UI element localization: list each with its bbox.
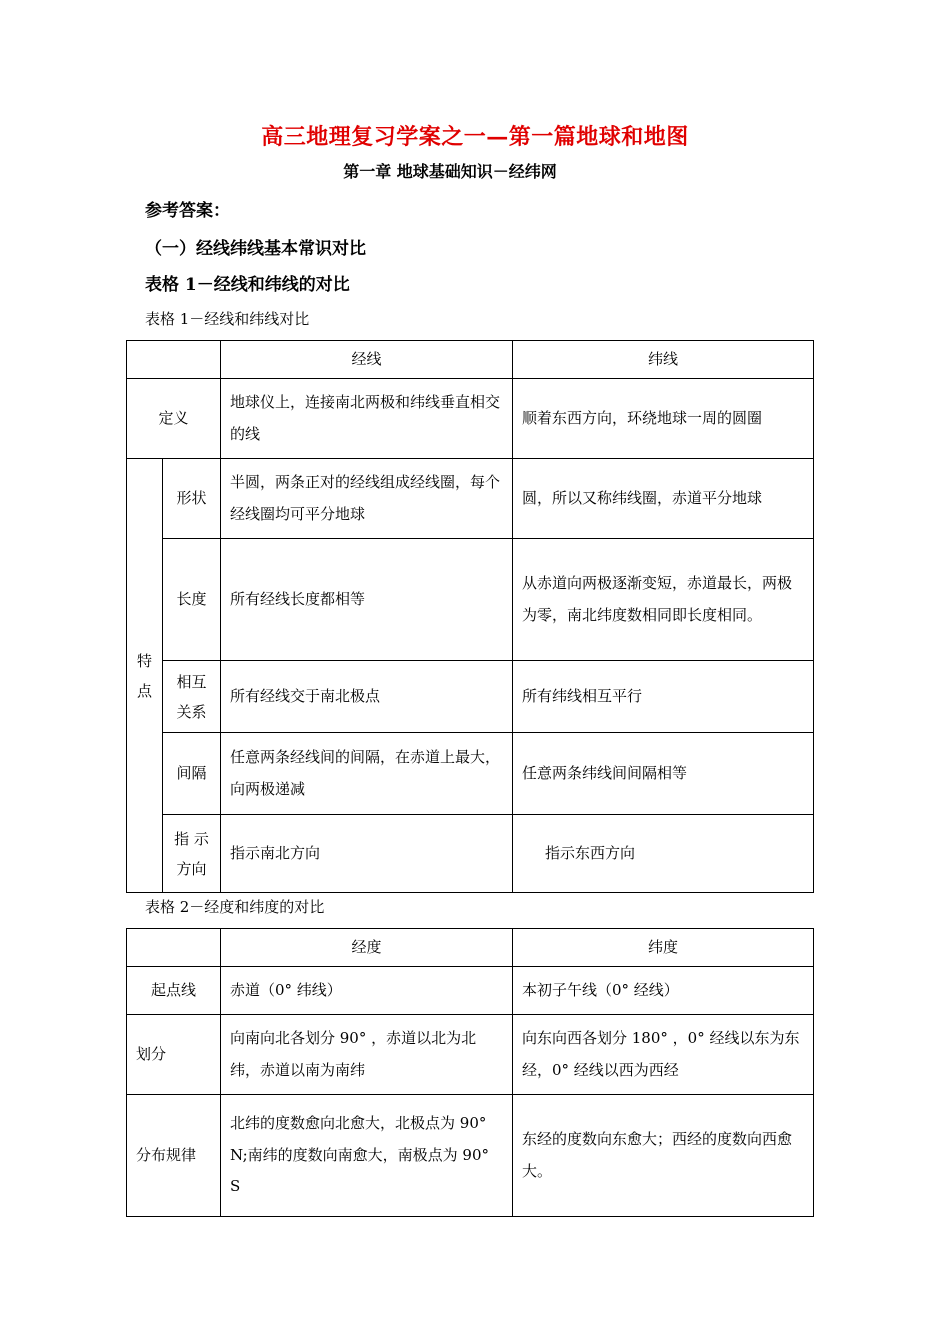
direction-label-line-2: 方向: [176, 859, 207, 878]
cell-start-longitude: 赤道（0° 纬线）: [221, 967, 513, 1015]
relation-label-line-2: 关系: [176, 702, 207, 721]
table2-caption: 表格 2－经度和纬度的对比: [145, 898, 325, 916]
features-label-char-2: 点: [136, 681, 152, 700]
cell-shape-parallel: 圆，所以又称纬线圈，赤道平分地球: [513, 459, 814, 539]
column-header-longitude: 经度: [221, 929, 513, 967]
table-row: [127, 379, 814, 459]
row-label-length: 长度: [163, 539, 221, 661]
cell-length-meridian: 所有经线长度都相等: [221, 539, 513, 661]
cell-interval-parallel: 任意两条纬线间间隔相等: [513, 733, 814, 815]
cell-length-parallel: 从赤道向两极逐渐变短，赤道最长，两极为零，南北纬度数相同即长度相同。: [513, 539, 814, 661]
features-label-char-1: 特: [136, 651, 152, 670]
row-label-start-line: 起点线: [127, 967, 221, 1015]
cell-relation-meridian: 所有经线交于南北极点: [221, 661, 513, 733]
relation-label-line-1: 相互: [176, 672, 207, 691]
table-corner-cell: [127, 929, 221, 967]
cell-interval-meridian: 任意两条经线间的间隔，在赤道上最大，向两极递减: [221, 733, 513, 815]
row-label-distribution: 分布规律: [127, 1095, 221, 1217]
row-label-division: 划分: [127, 1015, 221, 1095]
cell-definition-parallel: 顺着东西方向，环绕地球一周的圆圈: [513, 379, 814, 459]
direction-label-line-1: 指 示: [174, 829, 209, 848]
table-row: [127, 341, 814, 379]
table-row: [127, 1015, 814, 1095]
table-row: [127, 967, 814, 1015]
cell-definition-meridian: 地球仪上，连接南北两极和纬线垂直相交的线: [221, 379, 513, 459]
cell-division-latitude: 向东向西各划分 180° ，0° 经线以东为东经，0° 经线以西为西经: [513, 1015, 814, 1095]
cell-distribution-latitude: 东经的度数向东愈大；西经的度数向西愈大。: [513, 1095, 814, 1217]
column-header-meridian: 经线: [221, 341, 513, 379]
table-corner-cell: [127, 341, 221, 379]
answer-heading: 参考答案：: [145, 201, 230, 221]
row-label-definition: 定义: [127, 379, 221, 459]
table-meridian-parallel: [126, 340, 814, 893]
column-header-parallel: 纬线: [513, 341, 814, 379]
table-row: [127, 733, 814, 815]
row-group-label-features: [127, 459, 163, 893]
table-row: [127, 815, 814, 893]
row-label-direction: [163, 815, 221, 893]
column-header-latitude: 纬度: [513, 929, 814, 967]
table-row: [127, 539, 814, 661]
table-row: [127, 929, 814, 967]
row-label-interval: 间隔: [163, 733, 221, 815]
table1-caption: 表格 1－经线和纬线对比: [145, 310, 310, 328]
cell-distribution-longitude: 北纬的度数愈向北愈大，北极点为 90° N;南纬的度数向南愈大，南极点为 90° S: [221, 1095, 513, 1217]
cell-direction-parallel: 指示东西方向: [513, 815, 814, 893]
cell-division-longitude: 向南向北各划分 90° ，赤道以北为北纬，赤道以南为南纬: [221, 1015, 513, 1095]
table-row: [127, 1095, 814, 1217]
table-longitude-latitude: [126, 928, 814, 1217]
cell-direction-meridian: 指示南北方向: [221, 815, 513, 893]
table-row: [127, 661, 814, 733]
document-title: 高三地理复习学案之一—第一篇地球和地图: [261, 124, 689, 150]
cell-shape-meridian: 半圆，两条正对的经线组成经线圈，每个经线圈均可平分地球: [221, 459, 513, 539]
row-label-relation: [163, 661, 221, 733]
chapter-subtitle: 第一章 地球基础知识－经纬网: [343, 162, 557, 181]
table1-heading: 表格 1－经线和纬线的对比: [145, 275, 350, 295]
table-row: [127, 459, 814, 539]
section-heading: （一）经线纬线基本常识对比: [145, 239, 366, 259]
cell-relation-parallel: 所有纬线相互平行: [513, 661, 814, 733]
row-label-shape: 形状: [163, 459, 221, 539]
cell-start-latitude: 本初子午线（0° 经线）: [513, 967, 814, 1015]
